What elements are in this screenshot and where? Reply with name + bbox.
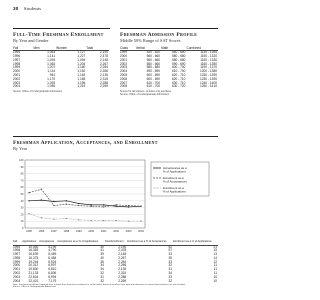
table-cell: 41	[100, 248, 104, 253]
table-cell: 6,997	[48, 263, 57, 268]
table-cell: 2,267	[100, 61, 108, 66]
table-cell: 1190 - 1370	[200, 65, 217, 70]
table-cell: 20,312	[28, 263, 39, 268]
table-cell: 1,063	[47, 61, 56, 66]
running-header	[13, 6, 41, 11]
table-cell: 10	[213, 274, 217, 279]
table-cell: 1,094	[77, 57, 86, 62]
table-cell: 2,190	[118, 244, 127, 249]
table-cell: 4,199	[48, 244, 57, 249]
data-point	[78, 219, 79, 220]
table-cell: 2,284	[100, 65, 108, 70]
data-point	[115, 220, 116, 221]
data-point	[128, 205, 129, 206]
table-cell: 1999	[120, 50, 128, 55]
column-header: Total Enrollment	[105, 241, 127, 245]
table-cell: 52	[168, 244, 173, 249]
data-point	[115, 206, 116, 207]
table-cell: 2,266	[118, 263, 127, 268]
x-tick-label: 2004	[138, 230, 144, 233]
table-cell: 2,135	[118, 267, 127, 272]
section-rule	[13, 28, 110, 29]
y-tick-label: 10	[20, 220, 24, 224]
table-cell: 1130 - 1260	[200, 50, 217, 55]
column-header: Verbal	[136, 46, 161, 51]
x-tick-label: 2003	[125, 230, 132, 233]
x-tick-label: 1999	[75, 230, 82, 233]
table-cell: 2,284	[118, 259, 127, 264]
table-cell: 40	[100, 255, 104, 260]
data-point	[128, 206, 129, 207]
table-row	[120, 85, 218, 89]
table-cell: 1200 - 1380	[199, 69, 217, 74]
table-cell: 630 - 710	[171, 80, 186, 85]
column-header: Fall	[13, 46, 33, 51]
legend-label: % of Applications	[163, 169, 186, 174]
table-cell: 1,050	[47, 84, 56, 89]
table-cell: 1250 - 1410	[199, 84, 217, 89]
table-cell: 1150 - 1330	[200, 57, 217, 62]
data-point	[91, 220, 92, 221]
application-subtitle: By Year	[13, 145, 28, 151]
table-cell: 2,478	[118, 248, 127, 253]
table-cell: 22,421	[28, 278, 39, 283]
table-cell: 21,133	[28, 271, 39, 276]
table-cell: 2004	[13, 84, 21, 89]
table-cell: 1997	[13, 57, 21, 62]
data-point	[91, 206, 92, 207]
column-header: Combined	[186, 46, 218, 51]
column-header: Acceptances as a % of Applications	[57, 241, 105, 245]
table-cell: 32	[168, 278, 173, 283]
table-cell: 2,269	[100, 84, 108, 89]
data-point	[53, 205, 54, 206]
table-cell: 1995	[13, 244, 21, 249]
page-number: 30	[13, 6, 19, 11]
table-cell: 1,219	[77, 84, 86, 89]
table-cell: 1,170	[47, 76, 56, 81]
table-cell: 6,994	[48, 274, 57, 279]
table-cell: 34	[100, 263, 104, 268]
column-header: Enrollment as a % of Acceptances	[127, 241, 173, 245]
y-tick-label: 30	[20, 206, 24, 210]
enrollment-section	[13, 28, 110, 93]
table-cell: 31	[100, 274, 104, 279]
table-cell: 1998	[13, 255, 21, 260]
column-header: Acceptances	[39, 241, 57, 245]
table-cell: 1996	[13, 53, 21, 58]
y-tick-label: 60	[20, 186, 24, 190]
table-cell: 57	[168, 248, 173, 253]
table-cell: 40	[100, 244, 104, 249]
table-cell: 1160 - 1350	[200, 61, 217, 66]
x-tick-label: 2000	[88, 230, 95, 233]
table-cell: 2002	[13, 76, 21, 81]
application-section	[13, 136, 218, 151]
table-cell: 10	[213, 278, 217, 283]
table-cell: 6,484	[48, 255, 57, 260]
y-tick-label: 90	[20, 165, 24, 169]
table-cell: 39	[100, 252, 104, 257]
table-cell: 1995	[13, 50, 21, 55]
column-header: Math	[161, 46, 186, 51]
table-cell: 19,244	[28, 259, 39, 264]
column-header: Total	[86, 46, 109, 51]
table-cell: 2004	[120, 69, 128, 74]
application-line-chart	[13, 156, 218, 238]
table-cell: 33	[168, 274, 173, 279]
section-rule	[13, 136, 218, 137]
table-cell: 600 - 700	[171, 65, 186, 70]
table-cell: 1,127	[77, 50, 86, 55]
table-cell: 580 - 680	[171, 57, 186, 62]
y-tick-label: 100	[19, 159, 24, 162]
sat-source: Source: Office of Undergraduate Admissions	[120, 93, 170, 97]
table-cell: 16,639	[28, 252, 39, 257]
x-tick-label: 1996	[38, 230, 45, 233]
data-point	[115, 204, 116, 205]
table-cell: 540 - 650	[171, 50, 186, 55]
table-cell: 10,400	[28, 244, 39, 249]
table-cell: 1,163	[77, 72, 86, 77]
table-cell: 1,094	[47, 57, 56, 62]
table-cell: 560 - 660	[146, 61, 161, 66]
table-cell: 19,800	[28, 267, 39, 272]
table-cell: 33	[168, 252, 173, 257]
table-cell: 2,269	[118, 278, 127, 283]
table-cell: 2000	[13, 263, 21, 268]
table-cell: 1,227	[77, 53, 86, 58]
data-point	[91, 204, 92, 205]
section-rule	[120, 28, 218, 29]
table-cell: 1,141	[47, 53, 56, 58]
table-cell: 2001	[13, 72, 21, 77]
table-cell: 2003	[120, 65, 128, 70]
table-cell: 2002	[13, 271, 21, 276]
table-cell: 1996	[13, 248, 21, 253]
table-cell: 2001	[120, 57, 128, 62]
column-header: Enrollment as a % of Applications	[173, 241, 218, 245]
table-cell: 2,135	[100, 72, 108, 77]
table-cell: 11	[213, 271, 217, 276]
y-tick-label: 70	[20, 179, 24, 183]
table-cell: 6,924	[48, 259, 57, 264]
table-cell: 590 - 690	[171, 61, 186, 66]
enrollment-table	[13, 46, 109, 90]
table-row	[13, 85, 109, 89]
table-cell: 21	[213, 244, 217, 249]
table-cell: 1,063	[47, 50, 56, 55]
enrollment-subtitle: By Year and Gender	[13, 37, 49, 43]
y-tick-label: 0	[22, 227, 24, 230]
table-cell: 2004	[13, 278, 21, 283]
data-point	[66, 218, 67, 219]
table-cell: 35	[168, 255, 173, 260]
legend-label: % of Applications	[163, 189, 186, 194]
table-cell: 2,315	[100, 76, 108, 81]
table-cell: 2,148	[118, 252, 127, 257]
table-cell: 34	[168, 271, 173, 276]
data-point	[41, 217, 42, 218]
table-cell: 2001	[13, 267, 21, 272]
table-cell: 520 - 620	[146, 50, 161, 55]
table-cell: 620 - 710	[171, 76, 186, 81]
data-point	[28, 192, 29, 193]
column-header: Class	[120, 46, 136, 51]
table-cell: 2006	[120, 76, 128, 81]
table-cell: 12	[213, 259, 217, 264]
table-cell: 2,315	[118, 271, 127, 276]
column-header: Fall	[13, 241, 22, 245]
table-cell: 32	[100, 278, 104, 283]
application-note: Note: Freshman enrollment reported here is fewer than freshman enrollment in earlier tables because enrollees who deferred admission or matriculated mid-year are not included.	[13, 284, 186, 287]
table-cell: 1230 - 1390	[199, 76, 217, 81]
table-cell: 6,469	[48, 252, 57, 257]
table-cell: 610 - 700	[171, 69, 186, 74]
table-cell: 2,478	[100, 53, 108, 58]
data-point	[103, 220, 104, 221]
table-row	[13, 280, 218, 284]
table-cell: 13	[213, 252, 217, 257]
y-tick-label: 50	[20, 193, 24, 196]
table-cell: 610 - 700	[146, 80, 161, 85]
legend-label: % of Acceptances	[163, 179, 187, 184]
table-cell: 14	[213, 255, 217, 260]
y-tick-label: 80	[20, 172, 24, 176]
sat-table	[120, 46, 218, 90]
table-cell: 34	[100, 267, 104, 272]
application-table	[13, 241, 218, 283]
table-cell: 32	[168, 263, 173, 268]
table-cell: 1997	[13, 252, 21, 257]
application-title: Freshman Application, Acceptances, and Enrollment	[13, 139, 158, 146]
data-point	[103, 204, 104, 205]
table-cell: 1150 - 1320	[200, 53, 217, 58]
x-tick-label: 1998	[63, 230, 70, 233]
table-cell: 4,790	[48, 248, 57, 253]
data-point	[66, 200, 67, 201]
data-point	[140, 221, 141, 222]
data-point	[66, 204, 67, 205]
legend-label: Enrollment as a	[163, 175, 184, 180]
data-point	[140, 206, 141, 207]
table-cell: 36	[100, 259, 104, 264]
enrollment-title: Full-Time Freshman Enrollment	[13, 31, 104, 38]
table-cell: 600 - 690	[146, 72, 161, 77]
table-cell: 32	[100, 271, 104, 276]
table-cell: 620 - 710	[171, 72, 186, 77]
table-cell: 6,806	[48, 271, 57, 276]
table-cell: 2003	[13, 80, 21, 85]
table-cell: 2,288	[118, 274, 127, 279]
section-name: Students	[23, 6, 42, 11]
sat-note: Scores for fall classes, includes only enrollees.	[120, 90, 172, 94]
data-point	[41, 199, 42, 200]
table-cell: 11	[213, 263, 217, 268]
table-cell: 590 - 690	[146, 69, 161, 74]
table-cell: 15	[213, 248, 217, 253]
table-cell: 33	[168, 259, 173, 264]
x-tick-label: 1995	[26, 230, 32, 233]
data-point	[103, 206, 104, 207]
y-tick-label: 40	[20, 199, 24, 203]
sat-section	[120, 28, 218, 96]
table-cell: 2,266	[100, 69, 108, 74]
legend-label: Acceptances as a	[163, 165, 187, 170]
table-cell: 2,267	[118, 255, 127, 260]
x-tick-label: 1997	[50, 230, 57, 233]
table-cell: 600 - 690	[146, 76, 161, 81]
table-cell: 2005	[120, 72, 128, 77]
x-tick-label: 2002	[113, 230, 120, 233]
table-cell: 2000	[13, 69, 21, 74]
table-cell: 1,160	[77, 65, 86, 70]
table-cell: 2000	[120, 53, 128, 58]
sat-subtitle: Middle 50% Range of SAT Scores	[120, 37, 181, 43]
application-source: Source: Office of Undergraduate Admissions	[13, 286, 57, 289]
table-cell: 1,207	[47, 65, 56, 70]
data-point	[41, 189, 42, 190]
table-cell: 11	[213, 267, 217, 272]
table-cell: 630 - 720	[171, 84, 186, 89]
table-cell: 2002	[120, 61, 128, 66]
table-cell: 961	[49, 72, 56, 77]
table-cell: 16,383	[28, 248, 39, 253]
data-point	[78, 203, 79, 204]
table-cell: 580 - 680	[146, 65, 161, 70]
table-cell: 1230 - 1390	[199, 72, 217, 77]
column-header: Applications	[22, 241, 39, 245]
table-cell: 560 - 660	[146, 53, 161, 58]
table-cell: 1,114	[47, 69, 56, 74]
table-cell: 22,604	[28, 274, 39, 279]
table-cell: 6,810	[48, 267, 57, 272]
table-cell: 1999	[13, 65, 21, 70]
legend-label: Enrollment as a	[163, 185, 184, 190]
x-tick-label: 2001	[100, 230, 107, 233]
application-table-block	[13, 241, 218, 288]
data-point	[28, 213, 29, 214]
table-cell: 1,093	[47, 80, 56, 85]
column-header: Men	[33, 46, 56, 51]
data-point	[53, 201, 54, 202]
table-cell: 1,195	[77, 80, 86, 85]
table-cell: 560 - 660	[146, 57, 161, 62]
y-tick-label: 20	[20, 213, 24, 217]
table-cell: 2007	[120, 80, 128, 85]
table-cell: 1,204	[77, 61, 86, 66]
column-header: Women	[56, 46, 86, 51]
table-cell: 31	[168, 267, 173, 272]
data-point	[78, 205, 79, 206]
table-cell: 1,165	[77, 76, 86, 81]
table-cell: 610 - 700	[146, 84, 161, 89]
data-point	[28, 200, 29, 201]
table-cell: 1999	[13, 259, 21, 264]
data-point	[128, 221, 129, 222]
enrollment-source: Source: Office of Undergraduate Admissions	[13, 90, 63, 94]
table-cell: 2,190	[100, 50, 108, 55]
table-cell: 2,288	[100, 80, 108, 85]
table-cell: 1998	[13, 61, 21, 66]
table-cell: 16,375	[28, 255, 39, 260]
table-cell: 1,152	[77, 69, 86, 74]
table-cell: 7,179	[48, 278, 57, 283]
table-cell: 2003	[13, 274, 21, 279]
table-cell: 1240 - 1400	[199, 80, 217, 85]
table-cell: 2008	[120, 84, 128, 89]
data-point	[53, 218, 54, 219]
sat-title: Freshman Admission Profile	[120, 31, 198, 38]
table-cell: 2,148	[100, 57, 108, 62]
table-cell: 580 - 680	[171, 53, 186, 58]
